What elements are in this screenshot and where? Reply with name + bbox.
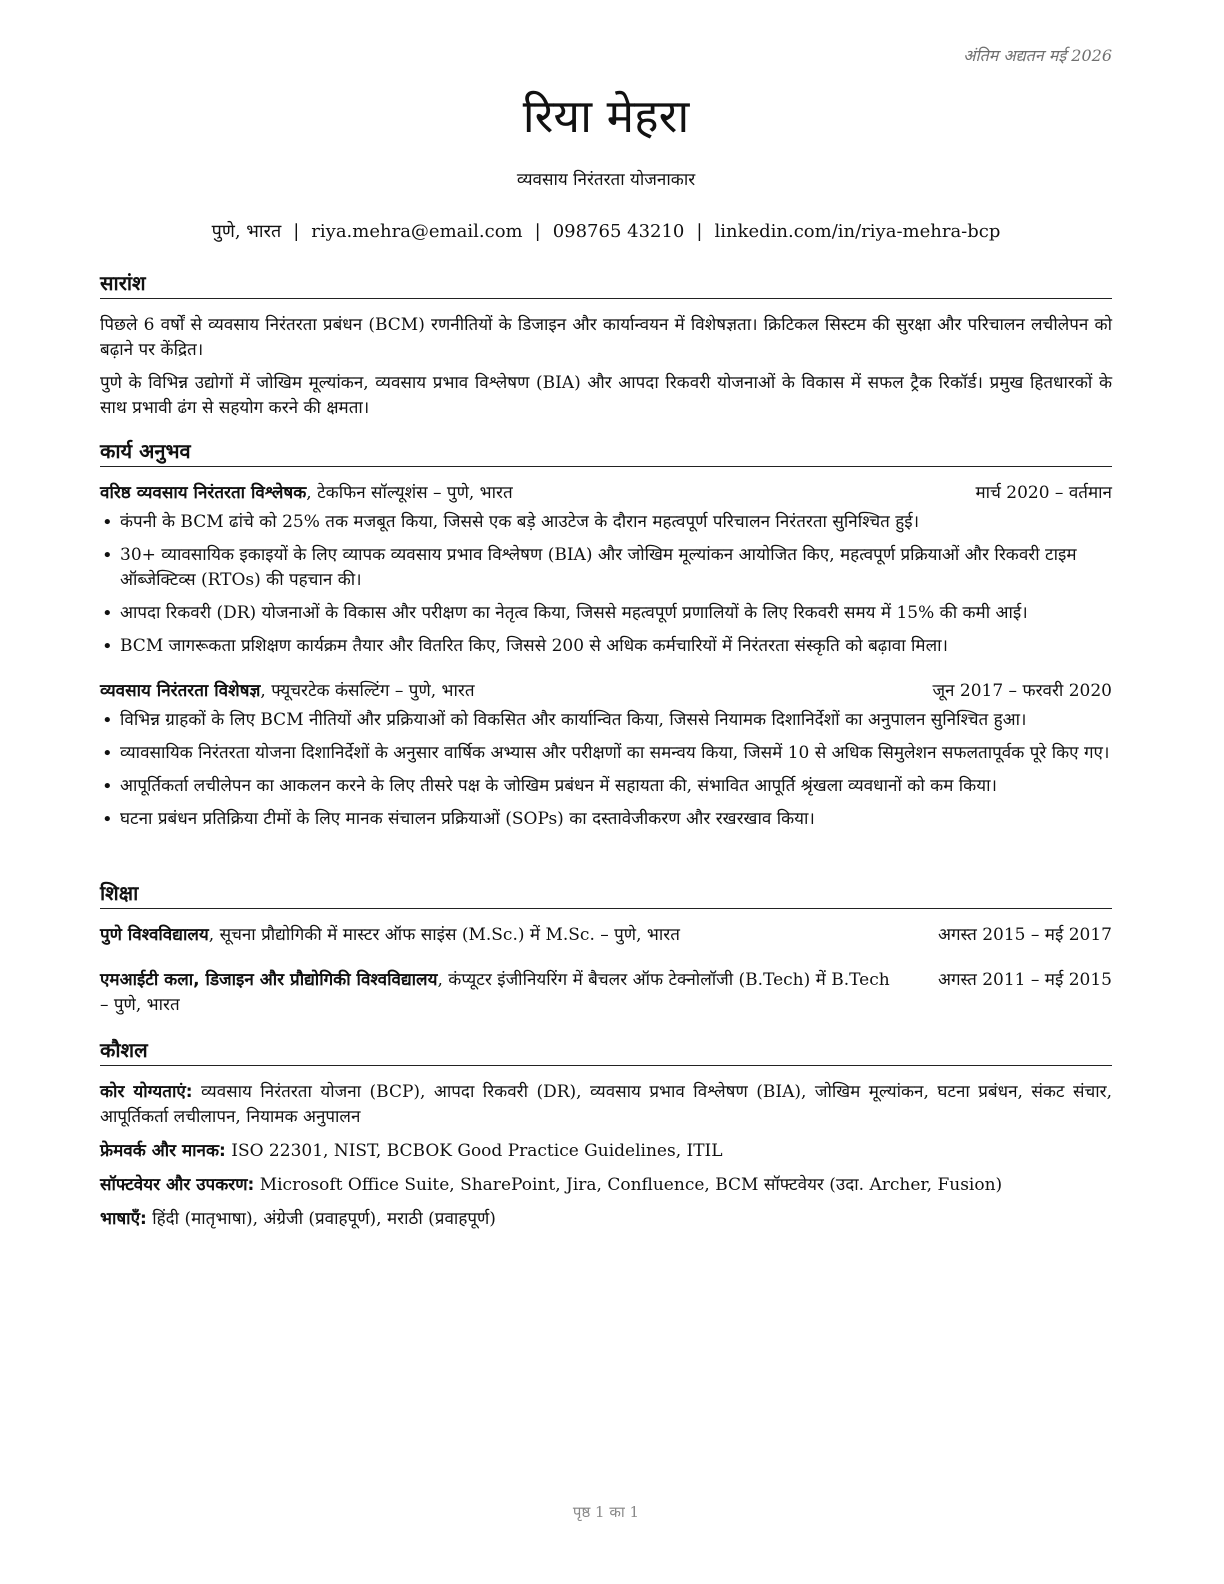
job-org: , फ्यूचरटेक कंसल्टिंग – पुणे, भारत bbox=[260, 681, 475, 701]
job-role: व्यवसाय निरंतरता विशेषज्ञ bbox=[100, 681, 261, 701]
job-entry bbox=[100, 481, 1112, 659]
summary-section bbox=[100, 270, 1112, 429]
skill-line bbox=[100, 1080, 1112, 1130]
skill-value: व्यवसाय निरंतरता योजना (BCP), आपदा रिकवरी (DR), व्यवसाय प्रभाव विश्लेषण (BIA), जोखिम मूल्यांकन, घटना प्रबंधन, संकट संचार, आपूर्तिकर्ता लचीलापन, नियामक अनुपालन bbox=[100, 1082, 1112, 1127]
job-org: , टेकफिन सॉल्यूशंस – पुणे, भारत bbox=[306, 483, 513, 503]
resume-page bbox=[100, 0, 1112, 1584]
list-item: • BCM जागरूकता प्रशिक्षण कार्यक्रम तैयार और वितरित किए, जिससे 200 से अधिक कर्मचारियों में निरंतरता संस्कृति को बढ़ावा मिला। bbox=[100, 634, 1112, 659]
job-title: व्यवसाय निरंतरता योजनाकार bbox=[516, 170, 696, 190]
skill-value: ISO 22301, NIST, BCBOK Good Practice Guidelines, ITIL bbox=[225, 1141, 723, 1161]
page-number: पृष्ठ 1 का 1 bbox=[572, 1503, 640, 1521]
summary-paragraph: पुणे के विभिन्न उद्योगों में जोखिम मूल्यांकन, व्यवसाय प्रभाव विश्लेषण (BIA) और आपदा रिकवरी योजनाओं के विकास में सफल ट्रैक रिकॉर्ड। प्रमुख हितधारकों के साथ प्रभावी ढंग से सहयोग करने की क्षमता। bbox=[100, 373, 1112, 418]
school-name: एमआईटी कला, डिजाइन और प्रौद्योगिकी विश्वविद्यालय bbox=[100, 970, 438, 990]
contact-phone: 098765 43210 bbox=[552, 221, 685, 242]
skills-section bbox=[100, 1037, 1112, 1241]
contact-email[interactable]: riya.mehra@email.com bbox=[311, 221, 523, 242]
experience-section bbox=[100, 438, 1112, 852]
school-name: पुणे विश्वविद्यालय bbox=[100, 925, 209, 945]
separator: | bbox=[293, 221, 300, 242]
skill-value: हिंदी (मातृभाषा), अंग्रेजी (प्रवाहपूर्ण), मराठी (प्रवाहपूर्ण) bbox=[146, 1209, 496, 1229]
list-item: • आपदा रिकवरी (DR) योजनाओं के विकास और परीक्षण का नेतृत्व किया, जिससे महत्वपूर्ण प्रणालियों के लिए रिकवरी समय में 15% की कमी आई। bbox=[100, 601, 1112, 626]
last-updated: अंतिम अद्यतन मई 2026 bbox=[963, 46, 1112, 65]
degree-detail: , सूचना प्रौद्योगिकी में मास्टर ऑफ साइंस (M.Sc.) में M.Sc. – पुणे, भारत bbox=[208, 925, 680, 945]
candidate-name: रिया मेहरा bbox=[522, 89, 690, 143]
list-item: • व्यावसायिक निरंतरता योजना दिशानिर्देशों के अनुसार वार्षिक अभ्यास और परीक्षणों का समन्वय किया, जिसमें 10 से अधिक सिमुलेशन सफलतापूर्वक पूरे किए गए। bbox=[100, 741, 1112, 766]
job-header bbox=[100, 481, 1112, 506]
job-dates: जून 2017 – फरवरी 2020 bbox=[932, 681, 1112, 701]
skill-line bbox=[100, 1173, 1112, 1198]
skill-line bbox=[100, 1139, 1112, 1164]
skill-label: सॉफ्टवेयर और उपकरण: bbox=[100, 1175, 255, 1195]
separator: | bbox=[534, 221, 541, 242]
contact-line bbox=[100, 219, 1112, 243]
contact-linkedin[interactable]: linkedin.com/in/riya-mehra-bcp bbox=[714, 221, 1001, 242]
job-entry bbox=[100, 679, 1112, 832]
list-item: • कंपनी के BCM ढांचे को 25% तक मजबूत किया, जिससे एक बड़े आउटेज के दौरान महत्वपूर्ण परिचालन निरंतरता सुनिश्चित हुई। bbox=[100, 510, 1112, 535]
section-heading: कार्य अनुभव bbox=[100, 438, 1112, 467]
summary-paragraph: पिछले 6 वर्षों से व्यवसाय निरंतरता प्रबंधन (BCM) रणनीतियों के डिजाइन और कार्यान्वयन में विशेषज्ञता। क्रिटिकल सिस्टम की सुरक्षा और परिचालन लचीलेपन को बढ़ाने पर केंद्रित। bbox=[100, 315, 1112, 360]
contact-location: पुणे, भारत bbox=[211, 221, 282, 242]
job-dates: मार्च 2020 – वर्तमान bbox=[975, 483, 1112, 503]
list-item: • आपूर्तिकर्ता लचीलेपन का आकलन करने के लिए तीसरे पक्ष के जोखिम प्रबंधन में सहायता की, संभावित आपूर्ति श्रृंखला व्यवधानों को कम किया। bbox=[100, 774, 1112, 799]
education-dates: अगस्त 2015 – मई 2017 bbox=[937, 925, 1112, 945]
job-header bbox=[100, 679, 1112, 704]
education-entry bbox=[100, 923, 1112, 948]
skill-label: फ्रेमवर्क और मानक: bbox=[100, 1141, 226, 1161]
list-item: • 30+ व्यावसायिक इकाइयों के लिए व्यापक व्यवसाय प्रभाव विश्लेषण (BIA) और जोखिम मूल्यांकन आयोजित किए, महत्वपूर्ण प्रक्रियाओं और रिकवरी टाइम ऑब्जेक्टिव्स (RTOs) की पहचान की। bbox=[100, 543, 1112, 593]
separator: | bbox=[696, 221, 703, 242]
degree-detail: , कंप्यूटर इंजीनियरिंग में बैचलर ऑफ टेक्नोलॉजी (B.Tech) में B.Tech – पुणे, भारत bbox=[100, 970, 890, 1015]
list-item: • विभिन्न ग्राहकों के लिए BCM नीतियों और प्रक्रियाओं को विकसित और कार्यान्वित किया, जिससे नियामक दिशानिर्देशों का अनुपालन सुनिश्चित हुआ। bbox=[100, 708, 1112, 733]
skill-line bbox=[100, 1207, 1112, 1232]
job-bullets bbox=[100, 510, 1112, 659]
job-bullets bbox=[100, 708, 1112, 832]
education-entry bbox=[100, 968, 1112, 1018]
section-heading: सारांश bbox=[100, 270, 1112, 299]
list-item: • घटना प्रबंधन प्रतिक्रिया टीमों के लिए मानक संचालन प्रक्रियाओं (SOPs) का दस्तावेजीकरण और रखरखाव किया। bbox=[100, 807, 1112, 832]
section-heading: शिक्षा bbox=[100, 880, 1112, 909]
job-role: वरिष्ठ व्यवसाय निरंतरता विश्लेषक bbox=[100, 483, 307, 503]
skill-label: कोर योग्यताएं: bbox=[100, 1082, 193, 1102]
education-dates: अगस्त 2011 – मई 2015 bbox=[937, 970, 1112, 990]
skill-value: Microsoft Office Suite, SharePoint, Jira, Confluence, BCM सॉफ्टवेयर (उदा. Archer, Fusion) bbox=[254, 1175, 1003, 1195]
section-heading: कौशल bbox=[100, 1037, 1112, 1066]
education-section bbox=[100, 880, 1112, 1038]
skill-label: भाषाएँ: bbox=[100, 1209, 147, 1229]
